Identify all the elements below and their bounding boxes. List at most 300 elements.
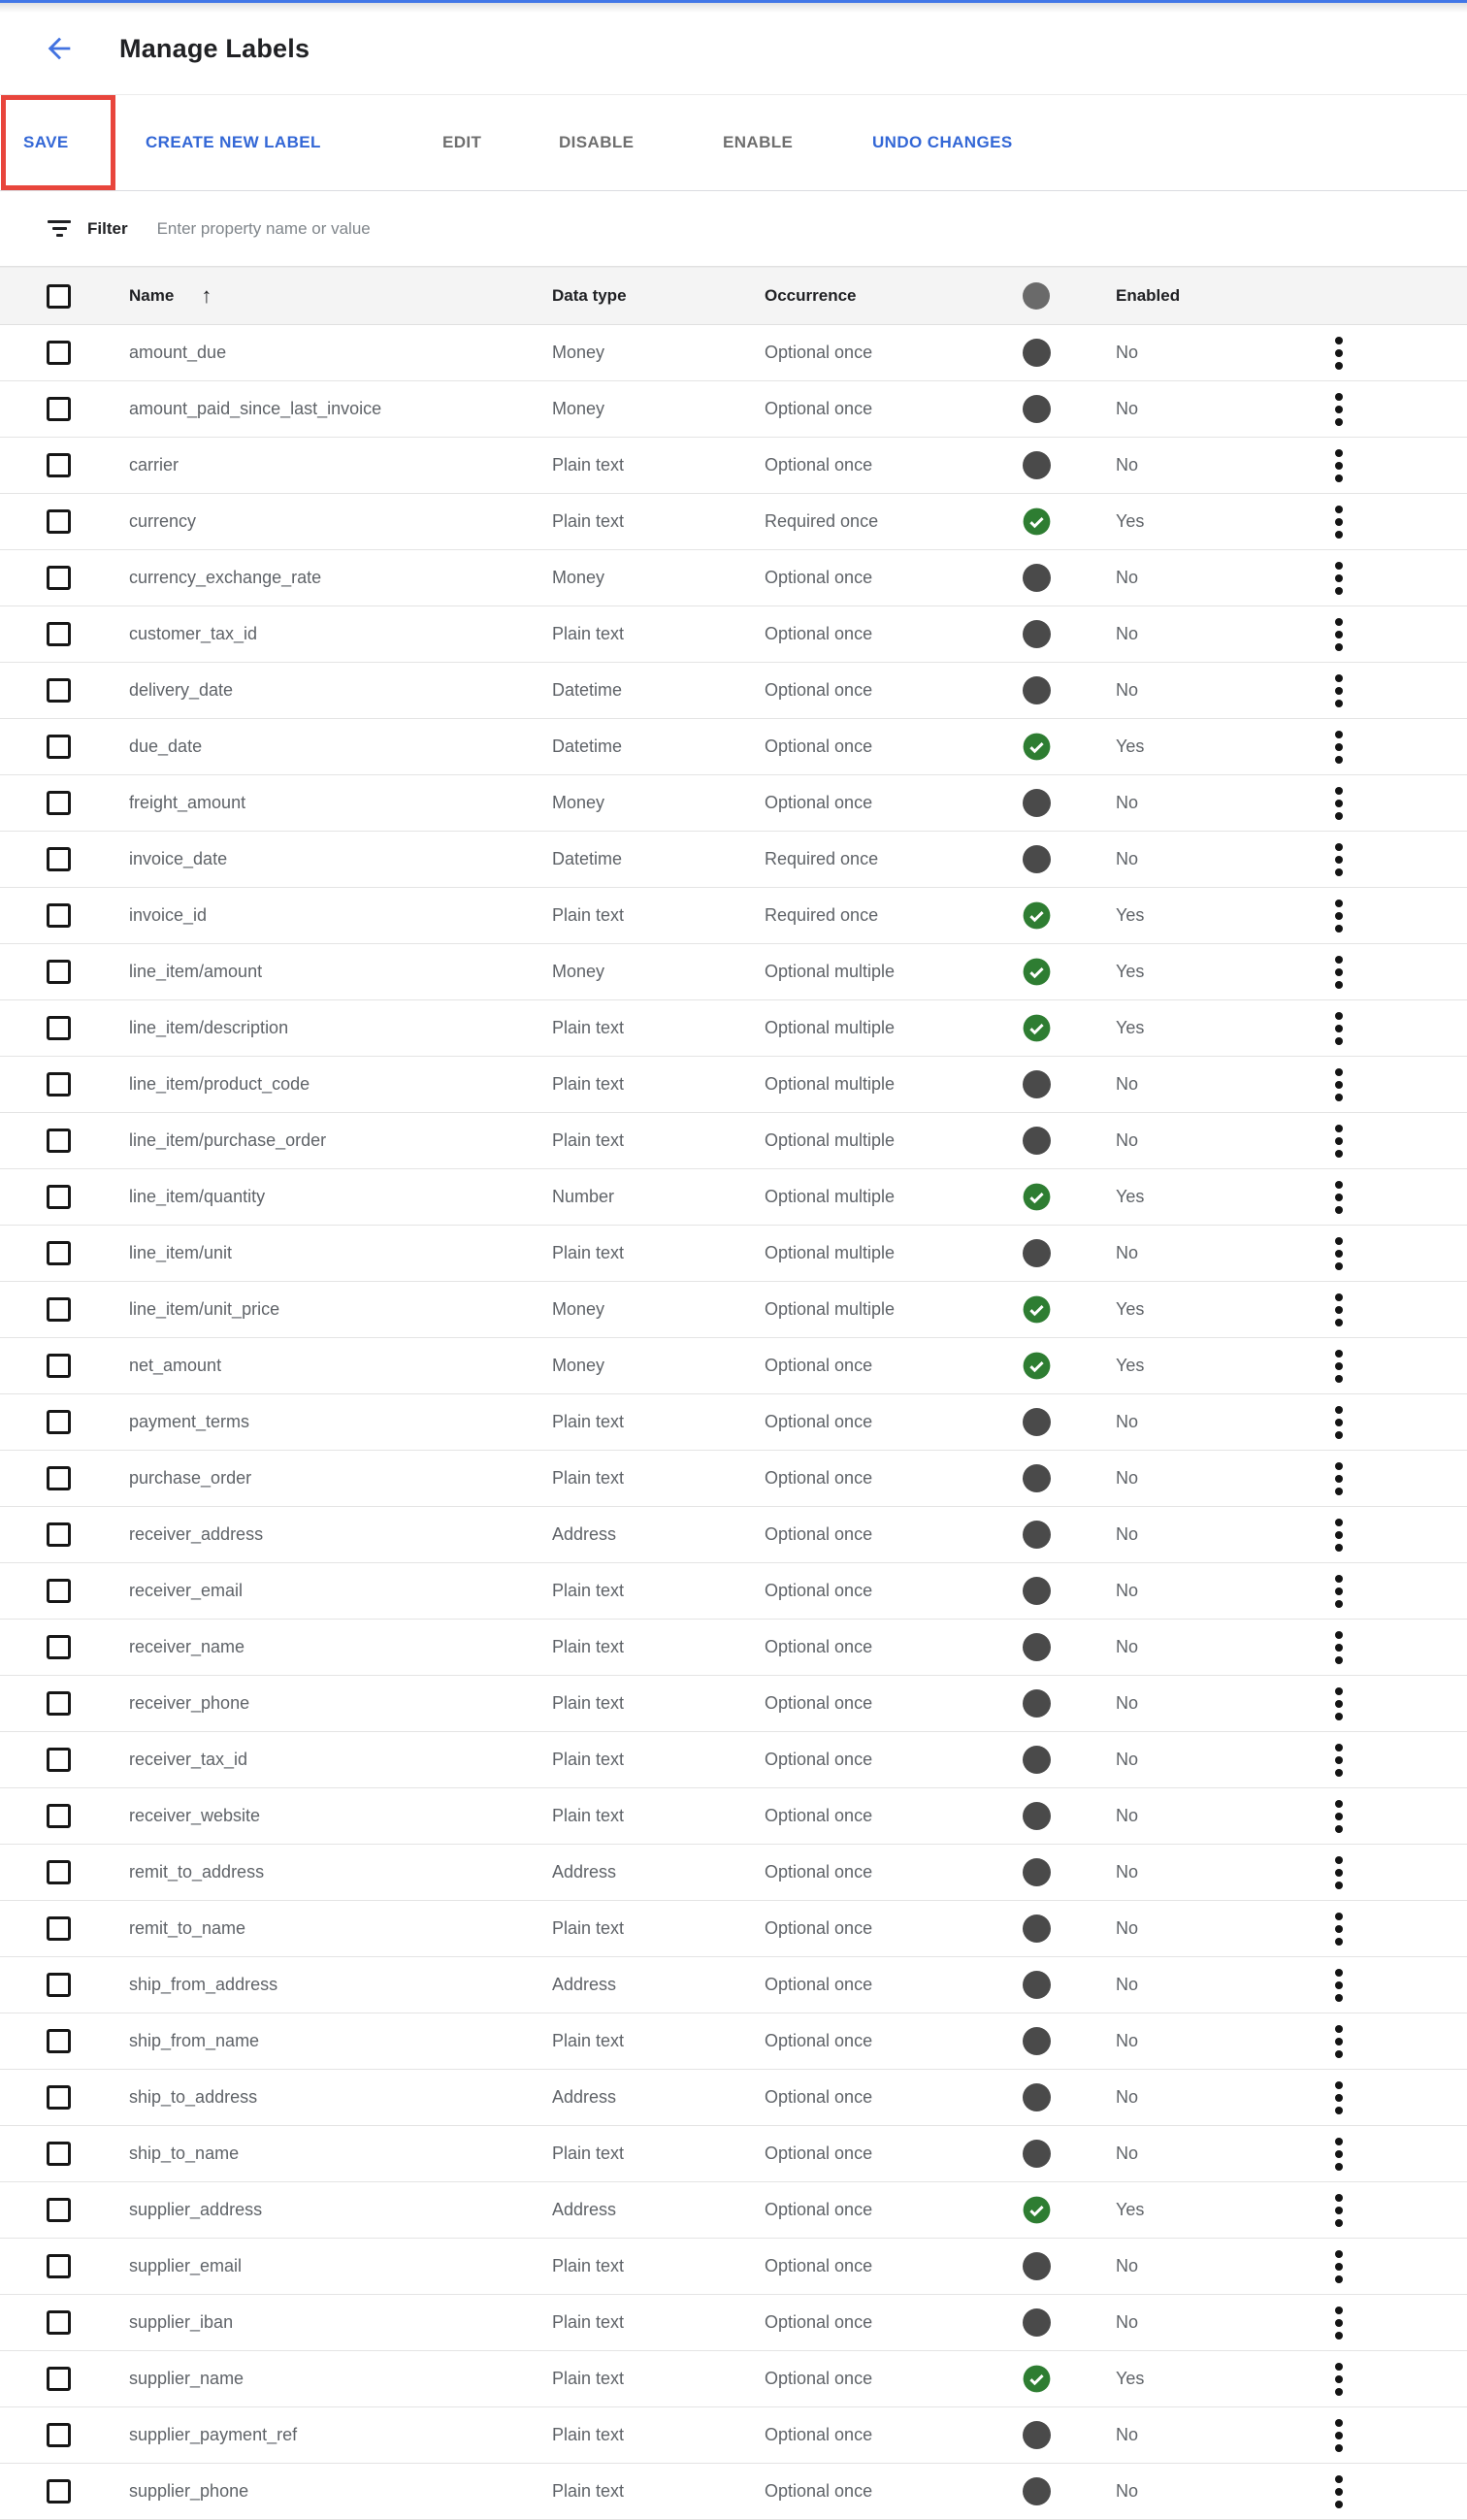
label-enabled: No [1116,2425,1139,2444]
label-name: carrier [129,455,179,475]
table-row [0,2239,1467,2295]
table-row [0,1226,1467,1282]
disabled-dot-icon [1023,1802,1051,1830]
label-occurrence: Optional once [765,568,873,587]
label-occurrence: Optional once [765,2312,873,2332]
label-data-type: Plain text [552,1412,625,1431]
row-checkbox[interactable] [47,1916,71,1941]
label-enabled: No [1116,2087,1139,2107]
label-name: line_item/unit [129,1243,233,1262]
row-menu-button[interactable] [1332,1516,1346,1555]
row-checkbox[interactable] [47,903,71,928]
table-row [0,1394,1467,1451]
disable-button[interactable]: DISABLE [559,133,635,151]
label-occurrence: Optional once [765,1862,873,1882]
disabled-dot-icon [1023,2252,1051,2280]
table-row [0,1282,1467,1338]
row-menu-button[interactable] [1332,784,1346,823]
row-checkbox[interactable] [47,1241,71,1265]
row-checkbox[interactable] [47,847,71,871]
label-enabled: No [1116,2481,1139,2501]
label-enabled: No [1116,1243,1139,1262]
label-occurrence: Optional multiple [765,1018,896,1037]
label-occurrence: Optional once [765,1750,873,1769]
row-checkbox[interactable] [47,2254,71,2278]
table-row [0,1732,1467,1788]
filter-input[interactable] [157,219,836,239]
label-occurrence: Optional multiple [765,1130,896,1150]
label-data-type: Money [552,399,605,418]
filter-list-icon [47,220,72,237]
label-data-type: Plain text [552,624,625,643]
row-checkbox[interactable] [47,1072,71,1096]
label-name: invoice_id [129,905,208,925]
label-data-type: Plain text [552,2144,625,2163]
disabled-dot-icon [1023,620,1051,648]
table-row [0,2013,1467,2070]
table-body [0,325,1467,2520]
row-checkbox[interactable] [47,2423,71,2447]
label-data-type: Address [552,1862,617,1882]
label-enabled: No [1116,399,1139,418]
row-checkbox[interactable] [47,2310,71,2335]
arrow-back-icon [43,32,76,65]
label-occurrence: Optional once [765,1975,873,1994]
table-row [0,1901,1467,1957]
table-row [0,1676,1467,1732]
row-menu-button[interactable] [1332,2078,1346,2117]
label-occurrence: Optional multiple [765,1187,896,1206]
row-checkbox[interactable] [47,1129,71,1153]
disabled-dot-icon [1023,564,1051,592]
label-enabled: No [1116,849,1139,868]
back-button[interactable] [42,31,77,66]
label-occurrence: Optional once [765,1468,873,1488]
table-row [0,719,1467,775]
row-checkbox[interactable] [47,1748,71,1772]
column-header-occurrence: Occurrence [765,286,857,305]
disabled-dot-icon [1023,2083,1051,2111]
label-occurrence: Optional once [765,1806,873,1825]
label-data-type: Money [552,343,605,362]
label-name: customer_tax_id [129,624,258,643]
label-occurrence: Optional once [765,1412,873,1431]
label-data-type: Datetime [552,736,623,756]
label-occurrence: Optional once [765,680,873,700]
label-occurrence: Optional once [765,1918,873,1938]
row-menu-button[interactable] [1332,1628,1346,1667]
table-row [0,2407,1467,2464]
table-row [0,2295,1467,2351]
table-row [0,1957,1467,2013]
label-data-type: Plain text [552,905,625,925]
table-row [0,1845,1467,1901]
label-name: receiver_name [129,1637,245,1656]
label-enabled: No [1116,1581,1139,1600]
table-row [0,2182,1467,2239]
row-menu-button[interactable] [1332,1910,1346,1948]
row-menu-button[interactable] [1332,559,1346,598]
label-name: receiver_website [129,1806,261,1825]
label-name: receiver_address [129,1524,264,1544]
label-data-type: Plain text [552,2256,625,2275]
label-occurrence: Optional once [765,1693,873,1713]
label-data-type: Plain text [552,1130,625,1150]
row-checkbox[interactable] [47,1297,71,1322]
create-new-label-button[interactable]: CREATE NEW LABEL [146,133,321,151]
row-menu-button[interactable] [1332,1685,1346,1723]
label-occurrence: Optional multiple [765,1299,896,1319]
label-name: invoice_date [129,849,228,868]
row-checkbox[interactable] [47,453,71,477]
row-checkbox[interactable] [47,622,71,646]
label-name: line_item/purchase_order [129,1130,327,1150]
label-occurrence: Optional once [765,399,873,418]
label-data-type: Money [552,962,605,981]
label-data-type: Plain text [552,1581,625,1600]
row-menu-button[interactable] [1332,2135,1346,2174]
label-data-type: Plain text [552,1074,625,1094]
disabled-dot-icon [1023,1070,1051,1098]
label-enabled: Yes [1116,1356,1145,1375]
table-row [0,1338,1467,1394]
row-menu-button[interactable] [1332,1178,1346,1217]
row-menu-button[interactable] [1332,2304,1346,2342]
label-enabled: Yes [1116,1187,1145,1206]
row-checkbox[interactable] [47,509,71,534]
row-checkbox[interactable] [47,2367,71,2391]
table-row [0,494,1467,550]
label-name: supplier_phone [129,2481,249,2501]
row-checkbox[interactable] [47,341,71,365]
table-row [0,325,1467,381]
disabled-dot-icon [1023,339,1051,367]
label-enabled: No [1116,2312,1139,2332]
row-menu-button[interactable] [1332,1234,1346,1273]
row-checkbox[interactable] [47,1466,71,1490]
label-enabled: Yes [1116,962,1145,981]
label-occurrence: Optional once [765,1637,873,1656]
row-menu-button[interactable] [1332,1347,1346,1386]
label-name: receiver_tax_id [129,1750,248,1769]
disabled-dot-icon [1023,1577,1051,1605]
table-row [0,1563,1467,1620]
row-menu-button[interactable] [1332,2191,1346,2230]
table-header-row [0,267,1467,325]
label-name: currency_exchange_rate [129,568,322,587]
label-enabled: No [1116,2256,1139,2275]
label-data-type: Money [552,1356,605,1375]
label-occurrence: Optional once [765,455,873,475]
label-enabled: No [1116,1468,1139,1488]
disabled-dot-icon [1023,1971,1051,1999]
row-menu-button[interactable] [1332,615,1346,654]
label-data-type: Plain text [552,455,625,475]
page-title: Manage Labels [119,33,310,63]
row-checkbox[interactable] [47,1354,71,1378]
row-checkbox[interactable] [47,1185,71,1209]
table-row [0,663,1467,719]
disabled-dot-icon [1023,451,1051,479]
label-occurrence: Optional once [765,2481,873,2501]
label-enabled: No [1116,1918,1139,1938]
label-enabled: Yes [1116,2200,1145,2219]
label-name: remit_to_name [129,1918,246,1938]
label-enabled: No [1116,1524,1139,1544]
label-enabled: No [1116,2144,1139,2163]
enabled-check-icon [1023,1014,1051,1042]
label-occurrence: Optional multiple [765,962,896,981]
label-enabled: No [1116,1862,1139,1882]
label-name: line_item/unit_price [129,1299,280,1319]
label-enabled: No [1116,1750,1139,1769]
status-dot-icon [1023,282,1050,310]
enabled-check-icon [1023,1295,1051,1324]
table-row [0,438,1467,494]
label-name: purchase_order [129,1468,252,1488]
enabled-check-icon [1023,1352,1051,1380]
label-name: amount_due [129,343,227,362]
undo-changes-button[interactable]: UNDO CHANGES [872,133,1013,151]
row-checkbox[interactable] [47,791,71,815]
label-name: ship_from_name [129,2031,260,2050]
label-enabled: Yes [1116,905,1145,925]
row-menu-button[interactable] [1332,503,1346,541]
row-checkbox[interactable] [47,1016,71,1040]
table-row [0,775,1467,832]
enabled-check-icon [1023,2365,1051,2393]
disabled-dot-icon [1023,2140,1051,2168]
enabled-check-icon [1023,1183,1051,1211]
disabled-dot-icon [1023,1408,1051,1436]
row-menu-button[interactable] [1332,2360,1346,2399]
disabled-dot-icon [1023,1521,1051,1549]
label-occurrence: Optional multiple [765,1074,896,1094]
toolbar [0,95,1467,191]
label-occurrence: Optional once [765,2200,873,2219]
label-name: line_item/amount [129,962,263,981]
label-data-type: Address [552,2087,617,2107]
disabled-dot-icon [1023,2308,1051,2337]
label-occurrence: Optional once [765,736,873,756]
row-checkbox[interactable] [47,2479,71,2504]
disabled-dot-icon [1023,1464,1051,1492]
disabled-dot-icon [1023,676,1051,704]
label-name: supplier_address [129,2200,263,2219]
row-menu-button[interactable] [1332,1291,1346,1329]
row-menu-button[interactable] [1332,446,1346,485]
label-name: receiver_email [129,1581,244,1600]
label-data-type: Plain text [552,1693,625,1713]
label-name: line_item/description [129,1018,289,1037]
disabled-dot-icon [1023,2421,1051,2449]
label-enabled: No [1116,1130,1139,1150]
label-name: remit_to_address [129,1862,265,1882]
label-data-type: Plain text [552,2481,625,2501]
label-enabled: Yes [1116,1018,1145,1037]
enabled-check-icon [1023,733,1051,761]
label-name: currency [129,511,197,531]
label-data-type: Plain text [552,511,625,531]
label-occurrence: Optional once [765,1524,873,1544]
row-menu-button[interactable] [1332,390,1346,429]
label-name: ship_to_name [129,2144,240,2163]
row-checkbox[interactable] [47,1579,71,1603]
label-name: due_date [129,736,203,756]
label-data-type: Money [552,568,605,587]
row-menu-button[interactable] [1332,2022,1346,2061]
table-row [0,1788,1467,1845]
row-checkbox[interactable] [47,1410,71,1434]
label-data-type: Plain text [552,1637,625,1656]
table-row [0,1451,1467,1507]
label-name: line_item/product_code [129,1074,310,1094]
row-checkbox[interactable] [47,678,71,703]
label-occurrence: Optional once [765,2425,873,2444]
row-checkbox[interactable] [47,2085,71,2110]
label-data-type: Plain text [552,1918,625,1938]
row-checkbox[interactable] [47,735,71,759]
label-enabled: No [1116,1693,1139,1713]
disabled-dot-icon [1023,1689,1051,1718]
disabled-dot-icon [1023,395,1051,423]
label-name: supplier_email [129,2256,243,2275]
label-enabled: No [1116,1074,1139,1094]
label-occurrence: Optional once [765,2087,873,2107]
row-menu-button[interactable] [1332,1403,1346,1442]
label-data-type: Plain text [552,2312,625,2332]
arrow-up-icon: ↑ [201,285,212,307]
row-menu-button[interactable] [1332,1572,1346,1611]
row-menu-button[interactable] [1332,1853,1346,1892]
label-name: receiver_phone [129,1693,250,1713]
label-occurrence: Optional once [765,2144,873,2163]
label-occurrence: Required once [765,849,879,868]
enable-button[interactable]: ENABLE [723,133,794,151]
table-row [0,1620,1467,1676]
disabled-dot-icon [1023,2027,1051,2055]
label-occurrence: Optional once [765,1581,873,1600]
table-row [0,944,1467,1000]
label-occurrence: Optional once [765,793,873,812]
label-data-type: Money [552,1299,605,1319]
row-menu-button[interactable] [1332,1741,1346,1780]
label-data-type: Plain text [552,2031,625,2050]
disabled-dot-icon [1023,845,1051,873]
label-data-type: Datetime [552,849,623,868]
row-menu-button[interactable] [1332,671,1346,710]
select-all-checkbox[interactable] [47,284,71,309]
disabled-dot-icon [1023,1915,1051,1943]
table-row [0,1000,1467,1057]
table-row [0,2070,1467,2126]
label-enabled: Yes [1116,736,1145,756]
label-occurrence: Optional multiple [765,1243,896,1262]
row-menu-button[interactable] [1332,1009,1346,1048]
label-occurrence: Optional once [765,624,873,643]
row-menu-button[interactable] [1332,728,1346,767]
enabled-check-icon [1023,901,1051,930]
row-menu-button[interactable] [1332,1966,1346,2005]
label-enabled: No [1116,1412,1139,1431]
row-menu-button[interactable] [1332,1065,1346,1104]
label-data-type: Plain text [552,1243,625,1262]
label-name: amount_paid_since_last_invoice [129,399,382,418]
label-occurrence: Optional once [765,2031,873,2050]
row-checkbox[interactable] [47,960,71,984]
table-row [0,2351,1467,2407]
column-header-status [1023,282,1116,310]
column-header-name[interactable]: Name ↑ [129,285,212,307]
label-occurrence: Required once [765,511,879,531]
row-menu-button[interactable] [1332,2416,1346,2455]
row-checkbox[interactable] [47,566,71,590]
row-checkbox[interactable] [47,1522,71,1547]
label-name: ship_from_address [129,1975,278,1994]
label-name: ship_to_address [129,2087,258,2107]
label-data-type: Plain text [552,1018,625,1037]
disabled-dot-icon [1023,1633,1051,1661]
row-menu-button[interactable] [1332,1459,1346,1498]
label-occurrence: Optional once [765,2369,873,2388]
table-row [0,550,1467,606]
table-row [0,2464,1467,2520]
label-occurrence: Optional once [765,1356,873,1375]
row-checkbox[interactable] [47,2029,71,2053]
edit-button[interactable]: EDIT [442,133,482,151]
row-menu-button[interactable] [1332,953,1346,992]
row-checkbox[interactable] [47,1973,71,1997]
row-checkbox[interactable] [47,2198,71,2222]
disabled-dot-icon [1023,789,1051,817]
row-menu-button[interactable] [1332,334,1346,373]
label-data-type: Plain text [552,2369,625,2388]
row-checkbox[interactable] [47,397,71,421]
label-enabled: No [1116,455,1139,475]
label-enabled: No [1116,624,1139,643]
label-name: freight_amount [129,793,246,812]
label-data-type: Address [552,2200,617,2219]
enabled-check-icon [1023,2196,1051,2224]
row-checkbox[interactable] [47,1804,71,1828]
label-enabled: Yes [1116,1299,1145,1319]
filter-bar [0,191,1467,267]
app-header [0,3,1467,95]
column-header-data-type: Data type [552,286,627,305]
label-enabled: No [1116,568,1139,587]
label-enabled: No [1116,793,1139,812]
row-menu-button[interactable] [1332,1122,1346,1161]
table-row [0,606,1467,663]
save-button[interactable]: SAVE [23,133,69,151]
disabled-dot-icon [1023,1127,1051,1155]
label-enabled: No [1116,343,1139,362]
row-menu-button[interactable] [1332,897,1346,935]
row-checkbox[interactable] [47,1635,71,1659]
row-menu-button[interactable] [1332,2247,1346,2286]
row-menu-button[interactable] [1332,2472,1346,2511]
disabled-dot-icon [1023,1746,1051,1774]
label-data-type: Plain text [552,1468,625,1488]
row-menu-button[interactable] [1332,840,1346,879]
row-checkbox[interactable] [47,1691,71,1716]
row-checkbox[interactable] [47,2142,71,2166]
disabled-dot-icon [1023,1239,1051,1267]
label-occurrence: Required once [765,905,879,925]
column-header-enabled: Enabled [1116,286,1181,305]
row-checkbox[interactable] [47,1860,71,1884]
row-menu-button[interactable] [1332,1797,1346,1836]
